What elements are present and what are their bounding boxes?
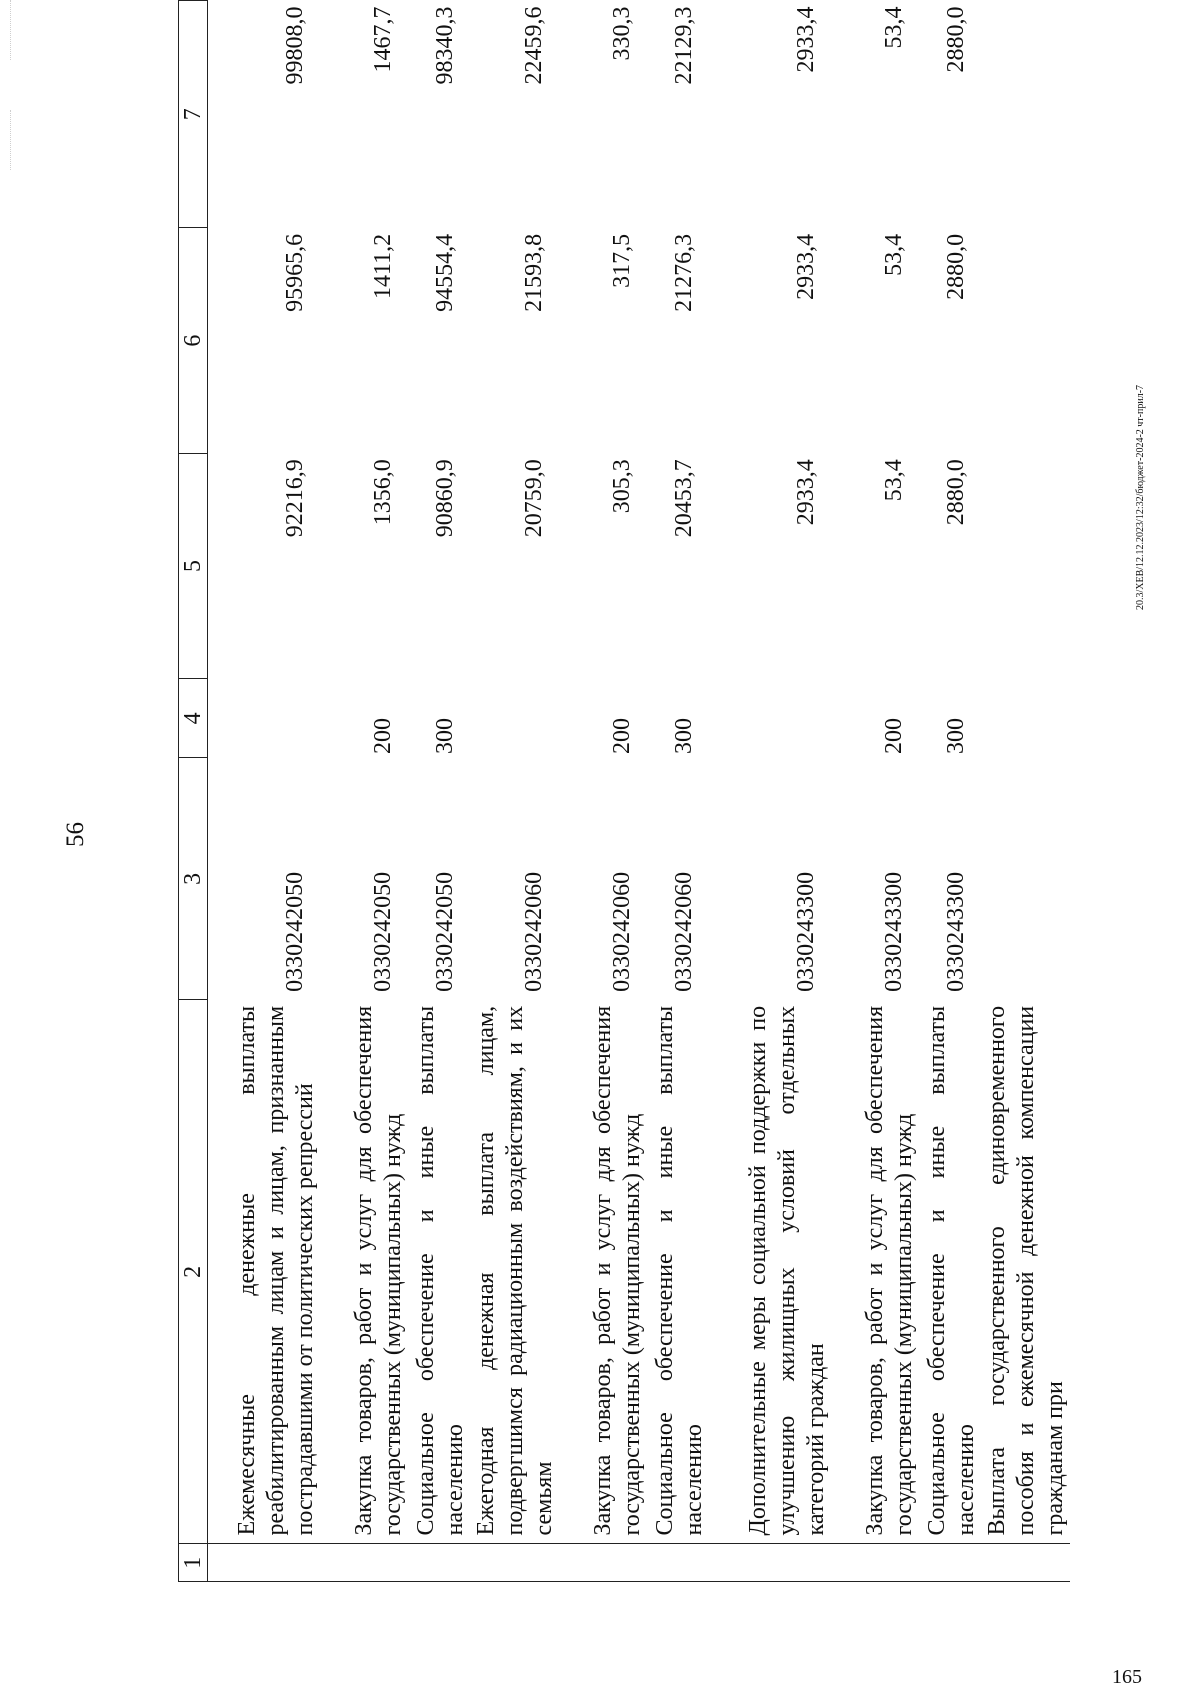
row-value-6: 95965,6 <box>281 233 308 312</box>
row-value-5: 1356,0 <box>369 459 396 526</box>
row-value-7: 2880,0 <box>942 6 969 73</box>
row-code: 0330243300 <box>880 871 907 992</box>
row-value-5: 2880,0 <box>942 459 969 526</box>
row-code: 0330243300 <box>792 871 819 992</box>
row-name: Закупка товаров, работ и услуг для обеспечения государственных (муниципальных) нужд <box>350 1005 406 1536</box>
row-name: Закупка товаров, работ и услуг для обеспечения государственных (муниципальных) нужд <box>861 1005 917 1536</box>
row-value-6: 94554,4 <box>431 233 458 312</box>
row-code <box>981 758 1070 1000</box>
table-row <box>647 1 709 1582</box>
row-value-7: 98340,3 <box>431 6 458 85</box>
row-number-cell <box>559 1544 647 1582</box>
budget-table <box>178 0 1070 1582</box>
table-row <box>919 1 981 1582</box>
row-value-5: 20453,7 <box>670 459 697 538</box>
col-header-6: 6 <box>179 228 208 453</box>
row-value-5: 53,4 <box>880 459 907 502</box>
row-value-6: 1411,2 <box>369 233 396 300</box>
row-code: 0330242050 <box>281 871 308 992</box>
footer-doc-code: 20.3/ХЕВ/12.12.2023/12:32/бюджет-2024-2 чт-прил-7 <box>1135 384 1146 610</box>
row-code: 0330242050 <box>431 871 458 992</box>
page-number: 56 <box>62 822 89 847</box>
row-kvr <box>709 679 831 758</box>
table-row <box>559 1 647 1582</box>
row-value-6: 317,5 <box>608 233 635 288</box>
row-value-5: 305,3 <box>608 459 635 514</box>
row-number-cell <box>831 1544 919 1582</box>
row-name: Социальное обеспечение и иные выплаты населению <box>651 1005 707 1536</box>
row-kvr: 200 <box>880 717 907 754</box>
table-row <box>981 1 1070 1582</box>
col-header-5: 5 <box>179 453 208 678</box>
row-number-cell <box>647 1544 709 1582</box>
row-code: 0330242060 <box>608 871 635 992</box>
row-value-7: 1467,7 <box>369 6 396 73</box>
row-number-cell <box>320 1544 408 1582</box>
row-code: 0330242060 <box>520 871 547 992</box>
table-row <box>208 1 320 1582</box>
table-row <box>709 1 831 1582</box>
table-row <box>408 1 470 1582</box>
col-header-4: 4 <box>179 679 208 758</box>
corner-page-number: 165 <box>1112 1666 1142 1688</box>
row-kvr: 300 <box>670 717 697 754</box>
row-value-6: 2880,0 <box>942 233 969 300</box>
row-number-cell <box>981 1544 1070 1582</box>
row-number-cell <box>919 1544 981 1582</box>
table-row <box>470 1 559 1582</box>
row-kvr: 200 <box>369 717 396 754</box>
row-name: Закупка товаров, работ и услуг для обеспечения государственных (муниципальных) нужд <box>589 1005 645 1536</box>
row-kvr: 200 <box>608 717 635 754</box>
row-kvr <box>470 679 559 758</box>
row-name: Социальное обеспечение и иные выплаты населению <box>412 1005 468 1536</box>
row-value-5: 20759,0 <box>520 459 547 538</box>
row-code: 0330242060 <box>670 871 697 992</box>
row-value-7: 22129,3 <box>670 6 697 85</box>
row-value-6: 21276,3 <box>670 233 697 312</box>
table-row <box>831 1 919 1582</box>
row-kvr <box>981 679 1070 758</box>
row-value-5: 92216,9 <box>281 459 308 538</box>
row-name: Социальное обеспечение и иные выплаты населению <box>923 1005 979 1536</box>
row-value-6 <box>981 228 1070 453</box>
row-value-5: 90860,9 <box>431 459 458 538</box>
row-code: 0330243300 <box>942 871 969 992</box>
row-name: Ежемесячные денежные выплаты реабилитированным лицам и лицам, признанным пострадавшими от политических репрессий <box>233 1005 318 1536</box>
col-header-2: 2 <box>179 1000 208 1544</box>
row-kvr: 300 <box>942 717 969 754</box>
row-value-7: 2933,4 <box>792 6 819 73</box>
row-number-cell <box>408 1544 470 1582</box>
row-kvr <box>208 679 320 758</box>
col-header-1: 1 <box>179 1544 208 1582</box>
row-value-7: 330,3 <box>608 6 635 61</box>
row-name: Ежегодная денежная выплата лицам, подвергшимся радиационным воздействиям, и их семьям <box>472 1005 557 1536</box>
row-value-5: 2933,4 <box>792 459 819 526</box>
row-value-7 <box>981 1 1070 228</box>
row-value-6: 21593,8 <box>520 233 547 312</box>
col-header-3: 3 <box>179 758 208 1000</box>
row-value-5 <box>981 453 1070 678</box>
row-value-7: 99808,0 <box>281 6 308 85</box>
table-header <box>179 1 208 1582</box>
row-value-6: 53,4 <box>880 233 907 276</box>
row-number-cell <box>208 1544 320 1582</box>
row-kvr: 300 <box>431 717 458 754</box>
row-name: Дополнительные меры социальной поддержки по улучшению жилищных условий отдельных категорий граждан <box>744 1005 829 1536</box>
row-number-cell <box>709 1544 831 1582</box>
row-value-6: 2933,4 <box>792 233 819 300</box>
row-number-cell <box>470 1544 559 1582</box>
row-code: 0330242050 <box>369 871 396 992</box>
col-header-7: 7 <box>179 1 208 228</box>
row-value-7: 53,4 <box>880 6 907 49</box>
row-name: Выплата государственного единовременного пособия и ежемесячной денежной компенсации гражданам при <box>983 1005 1068 1536</box>
table-row <box>320 1 408 1582</box>
row-value-7: 22459,6 <box>520 6 547 85</box>
